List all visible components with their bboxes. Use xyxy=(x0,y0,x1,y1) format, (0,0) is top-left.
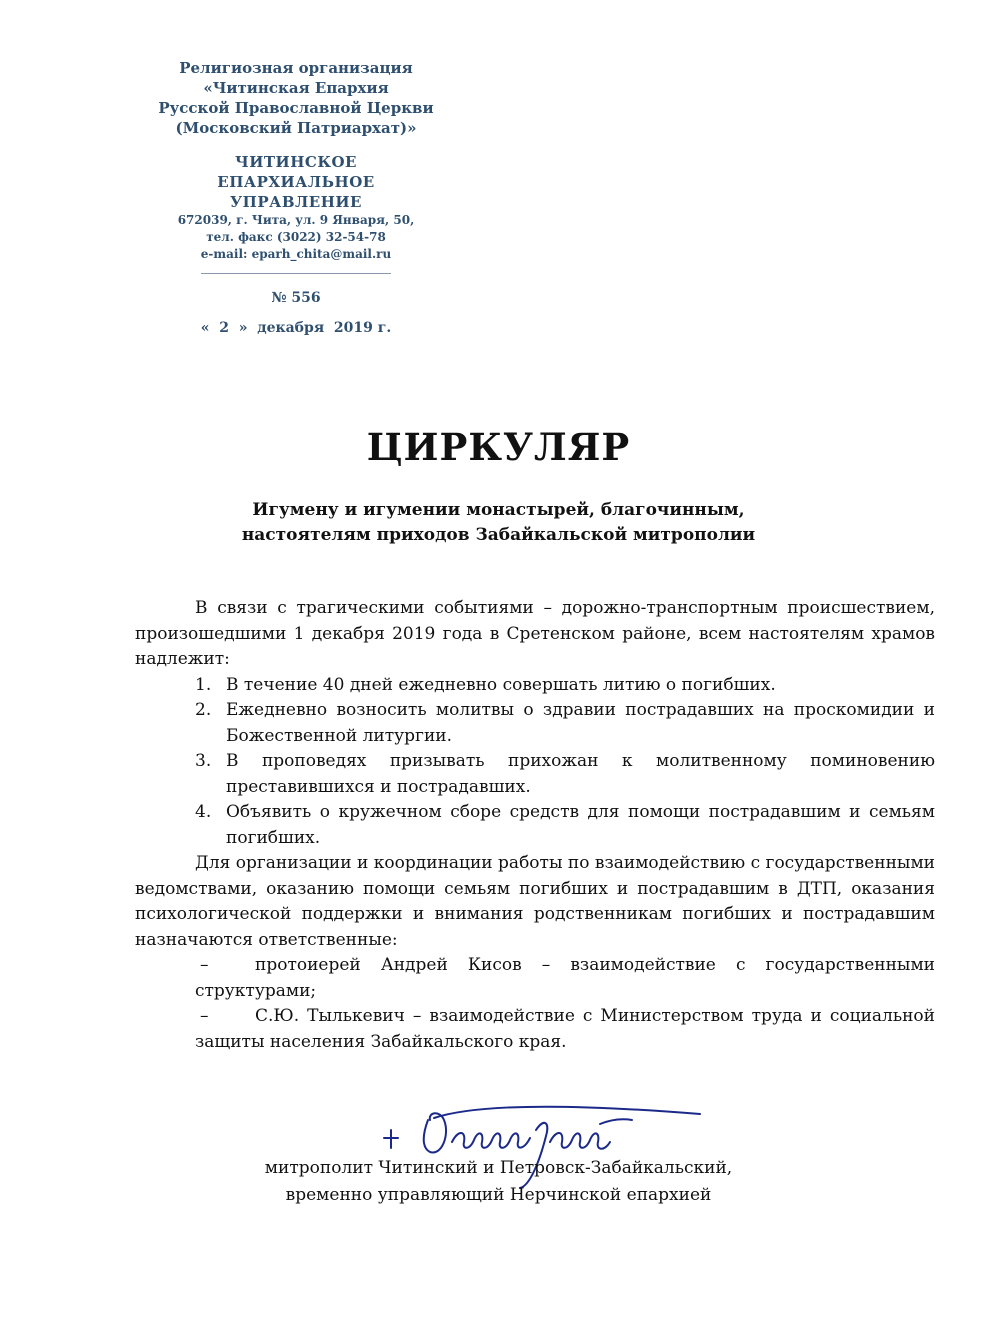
list-item-number: 3. xyxy=(195,751,212,771)
email: e-mail: eparh_chita@mail.ru xyxy=(200,247,392,261)
list-item xyxy=(135,749,935,800)
addressee-line-1: Игумену и игумении монастырей, благочинным, xyxy=(252,500,745,520)
list-item xyxy=(135,800,935,851)
list-item-text: В течение 40 дней ежедневно совершать литию о погибших. xyxy=(226,674,776,695)
letterhead-divider xyxy=(201,273,391,274)
document-date: « 2 » декабря 2019 г. xyxy=(200,320,392,336)
responsible-item xyxy=(135,1004,935,1055)
org-name-line-2: «Читинская Епархия xyxy=(203,79,389,97)
list-item-number: 2. xyxy=(195,700,212,720)
signer-title-line-2: временно управляющий Нерчинской епархией xyxy=(285,1185,712,1205)
signer-title-line-1: митрополит Читинский и Петровск-Забайкальский, xyxy=(264,1158,733,1178)
org-name-line-3: Русской Православной Церкви xyxy=(158,99,434,117)
document-title: ЦИРКУЛЯР xyxy=(366,425,631,469)
list-item xyxy=(135,698,935,749)
list-item-text: Ежедневно возносить молитвы о здравии пострадавших на проскомидии и Божественной литургии. xyxy=(226,700,935,746)
dept-name-line-1: ЧИТИНСКОЕ xyxy=(235,153,357,171)
coordination-paragraph: Для организации и координации работы по взаимодействию с государственными ведомствами, оказанию помощи семьям погибших и пострадавшим в ДТП, оказания психологической поддержки и внимания родственникам погибших и пострадавшим назначаются ответственные: xyxy=(135,853,935,950)
dept-name-line-2: ЕПАРХИАЛЬНОЕ УПРАВЛЕНИЕ xyxy=(217,173,375,211)
phone-fax: тел. факс (3022) 32-54-78 xyxy=(206,230,386,244)
list-item-number: 1. xyxy=(195,674,212,695)
org-name-line-4: (Московский Патриархат)» xyxy=(175,119,417,137)
signature-caption xyxy=(0,1155,997,1209)
responsible-text: протоиерей Андрей Кисов – взаимодействие с государственными структурами; xyxy=(195,955,935,1001)
dash-mark: – xyxy=(200,1006,209,1026)
responsible-text: С.Ю. Тылькевич – взаимодействие с Министерством труда и социальной защиты населения Забайкальского края. xyxy=(195,1006,935,1052)
list-item xyxy=(135,673,935,699)
instructions-list xyxy=(135,673,935,852)
list-item-text: В проповедях призывать прихожан к молитвенному поминовению преставившихся и пострадавших. xyxy=(226,751,935,797)
address: 672039, г. Чита, ул. 9 Января, 50, xyxy=(177,213,415,227)
responsible-item xyxy=(135,953,935,1004)
addressee-line-2: настоятелям приходов Забайкальской митрополии xyxy=(241,525,756,545)
list-item-text: Объявить о кружечном сборе средств для помощи пострадавшим и семьям погибших. xyxy=(226,802,935,848)
addressee-block xyxy=(0,498,997,548)
list-item-number: 4. xyxy=(195,802,212,822)
document-number: № 556 xyxy=(271,290,321,306)
letterhead xyxy=(150,58,442,336)
document-body xyxy=(135,596,935,1055)
intro-paragraph: В связи с трагическими событиями – дорожно-транспортным происшествием, произошедшими 1 декабря 2019 года в Сретенском районе, всем настоятелям храмов надлежит: xyxy=(135,598,935,669)
org-name-line-1: Религиозная организация xyxy=(179,59,413,77)
dash-mark: – xyxy=(200,955,209,975)
